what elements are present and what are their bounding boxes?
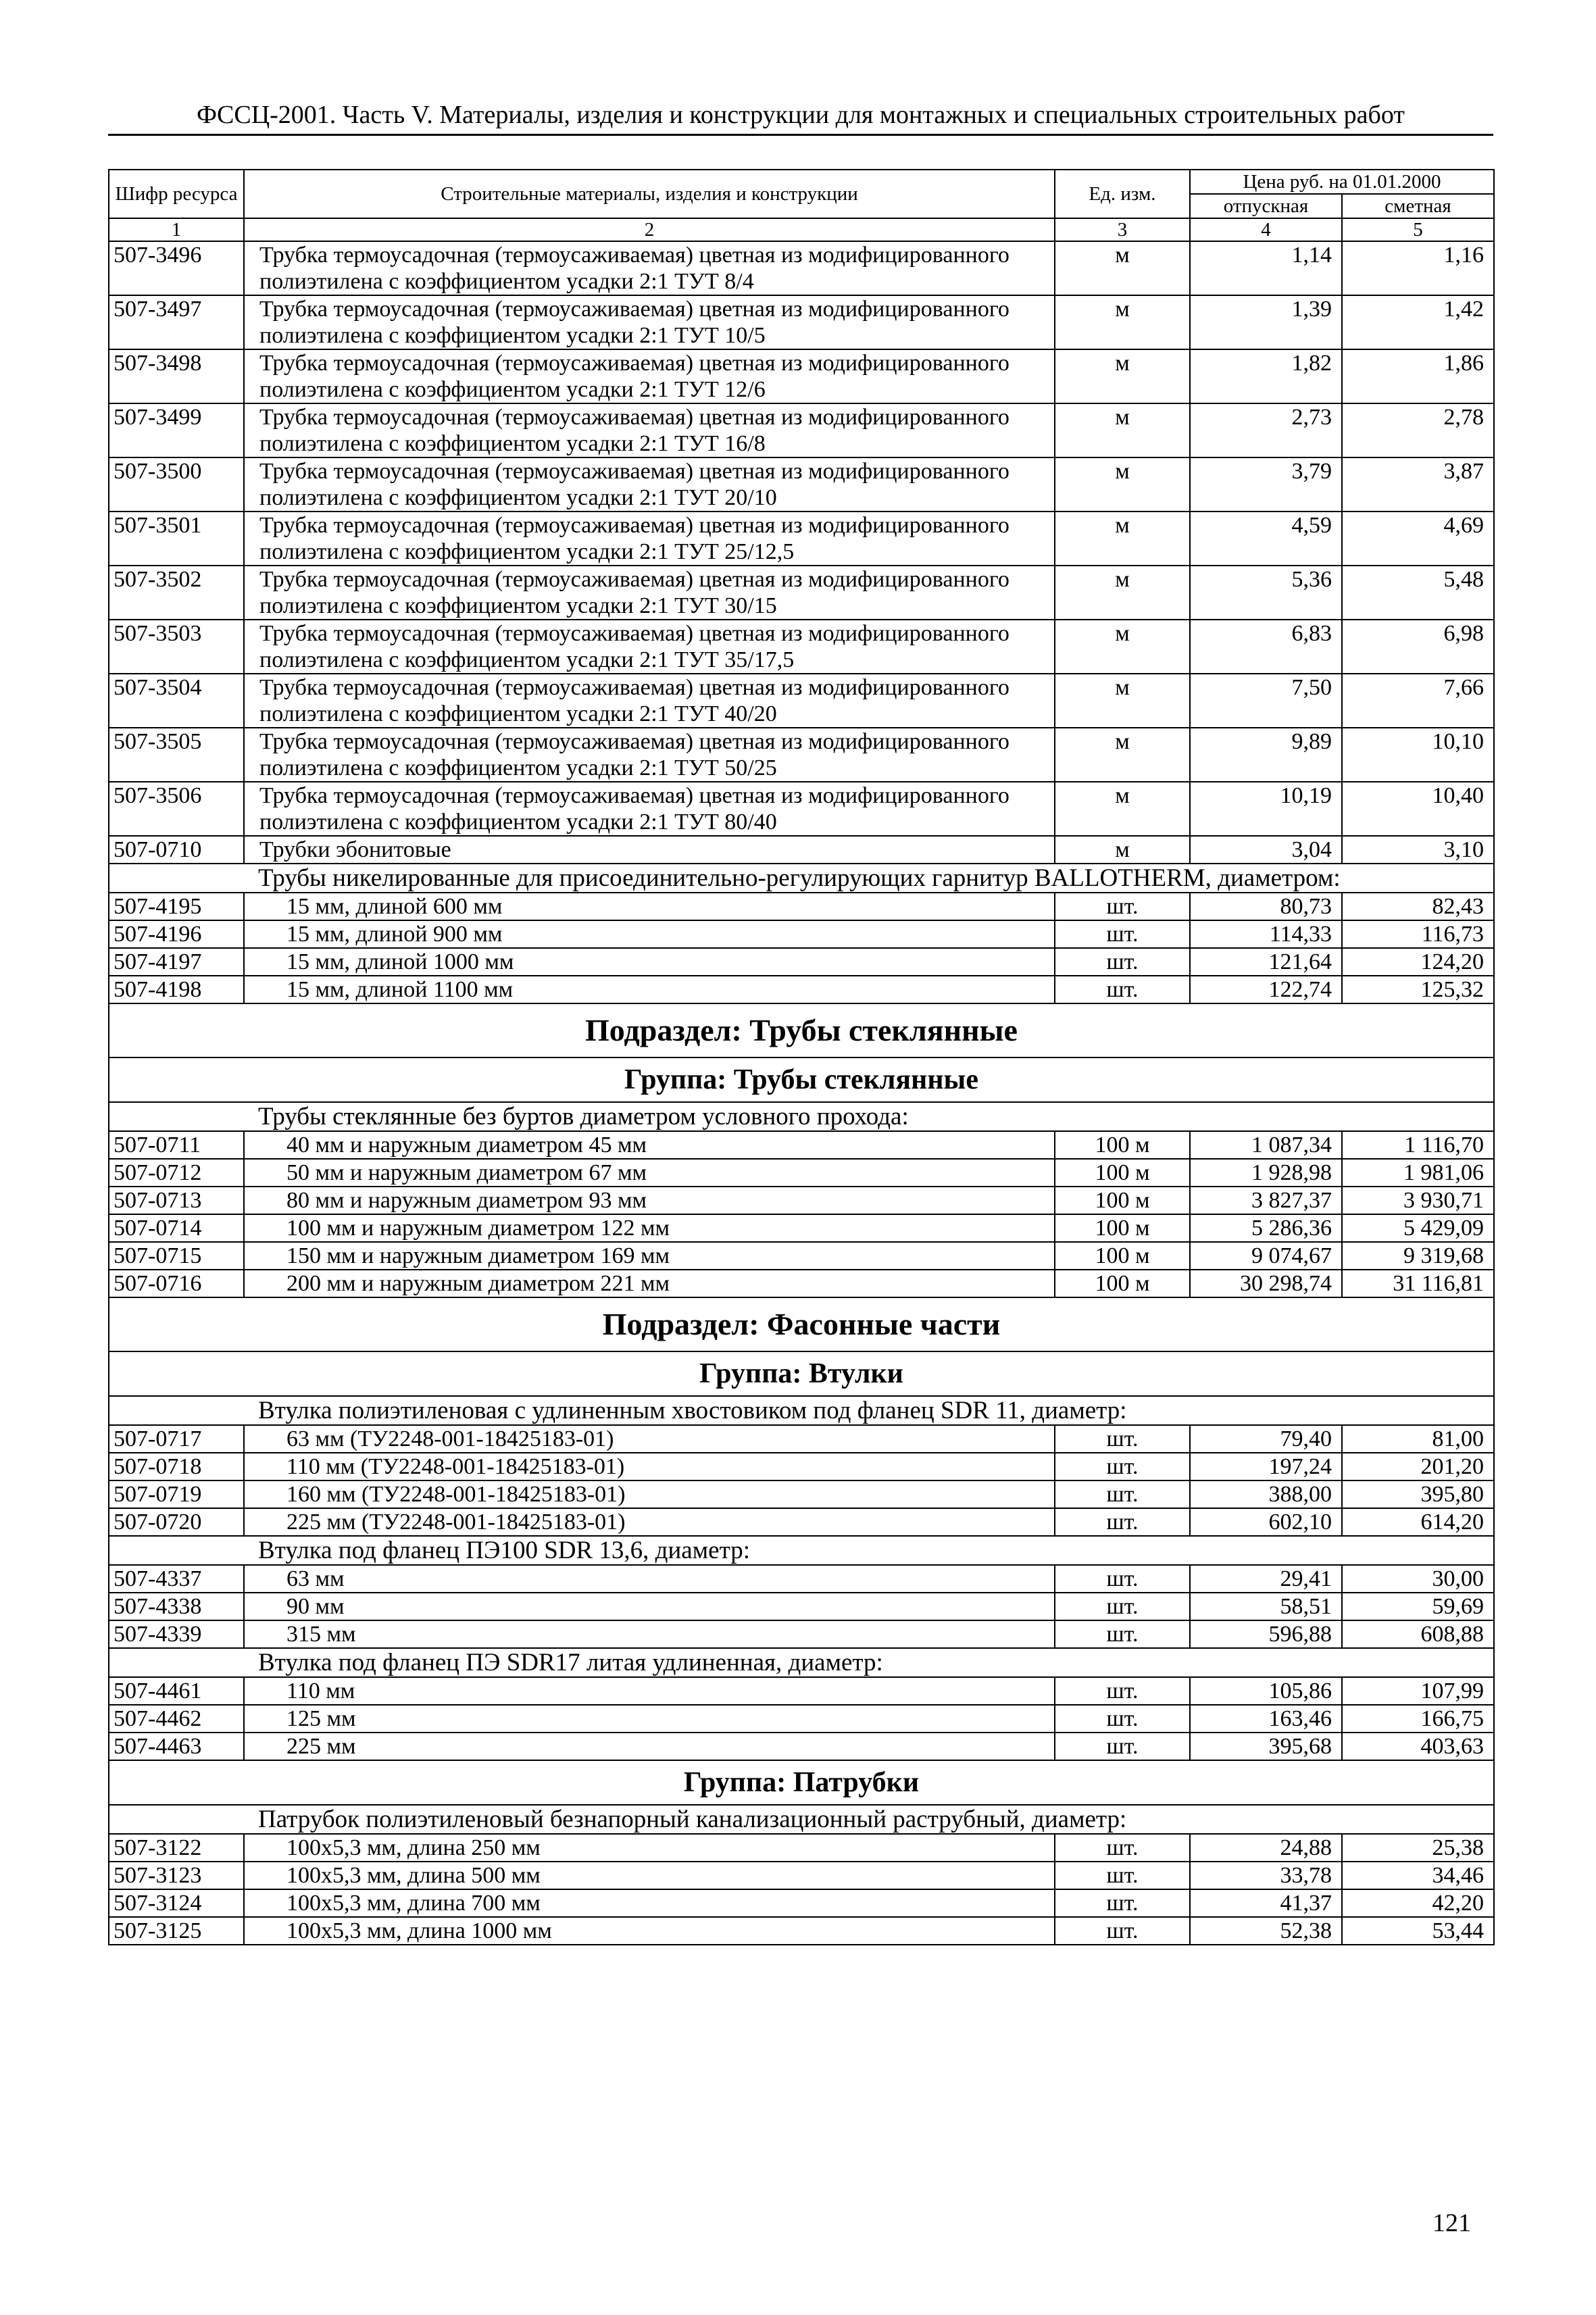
unit-cell: 100 м [1055, 1159, 1190, 1187]
material-name: 90 мм [244, 1593, 1055, 1620]
price-estimate: 1,42 [1342, 295, 1494, 349]
unit-cell: шт. [1055, 1508, 1190, 1536]
price-release: 197,24 [1190, 1453, 1342, 1480]
price-release: 395,68 [1190, 1733, 1342, 1760]
material-name: 200 мм и наружным диаметром 221 мм [244, 1270, 1055, 1297]
table-row [109, 349, 1494, 403]
price-estimate: 82,43 [1342, 893, 1494, 920]
material-name: 15 мм, длиной 1100 мм [244, 976, 1055, 1003]
unit-cell: шт. [1055, 1480, 1190, 1508]
price-release: 1 928,98 [1190, 1159, 1342, 1187]
resource-code: 507-0720 [109, 1508, 244, 1536]
material-name: 100х5,3 мм, длина 1000 мм [244, 1917, 1055, 1945]
resource-code: 507-3506 [109, 782, 244, 836]
material-name: 225 мм [244, 1733, 1055, 1760]
page-header: ФССЦ-2001. Часть V. Материалы, изделия и конструкции для монтажных и специальных строительных работ [196, 101, 1405, 129]
unit-cell: шт. [1055, 1565, 1190, 1593]
material-name: 63 мм (ТУ2248-001-18425183-01) [244, 1425, 1055, 1453]
table-row [109, 1593, 1494, 1620]
table-row [109, 782, 1494, 836]
material-name: 315 мм [244, 1620, 1055, 1648]
table-row [109, 1889, 1494, 1917]
material-name: 150 мм и наружным диаметром 169 мм [244, 1242, 1055, 1270]
price-release: 114,33 [1190, 920, 1342, 948]
price-estimate: 124,20 [1342, 948, 1494, 976]
price-estimate: 30,00 [1342, 1565, 1494, 1593]
price-estimate: 5 429,09 [1342, 1214, 1494, 1242]
material-name: Трубка термоусадочная (термоусаживаемая) цветная из модифицированного полиэтилена с коэффициентом усадки 2:1 ТУТ 8/4 [244, 241, 1055, 295]
resource-code: 507-3496 [109, 241, 244, 295]
resource-code: 507-3503 [109, 620, 244, 674]
subsection-heading-row [109, 1297, 1494, 1351]
price-release: 9 074,67 [1190, 1242, 1342, 1270]
price-release: 58,51 [1190, 1593, 1342, 1620]
table-row [109, 1425, 1494, 1453]
material-name: 100х5,3 мм, длина 700 мм [244, 1889, 1055, 1917]
col-header-price-group: Цена руб. на 01.01.2000 [1190, 170, 1494, 194]
table-body [109, 241, 1494, 1945]
material-name: Трубка термоусадочная (термоусаживаемая) цветная из модифицированного полиэтилена с коэффициентом усадки 2:1 ТУТ 80/40 [244, 782, 1055, 836]
material-name: 110 мм (ТУ2248-001-18425183-01) [244, 1453, 1055, 1480]
table-row [109, 1214, 1494, 1242]
material-name: Трубка термоусадочная (термоусаживаемая) цветная из модифицированного полиэтилена с коэффициентом усадки 2:1 ТУТ 16/8 [244, 403, 1055, 457]
unit-cell: 100 м [1055, 1242, 1190, 1270]
col-number: 3 [1055, 218, 1190, 241]
unit-cell: шт. [1055, 948, 1190, 976]
price-estimate: 1 116,70 [1342, 1131, 1494, 1159]
material-name: Трубка термоусадочная (термоусаживаемая) цветная из модифицированного полиэтилена с коэффициентом усадки 2:1 ТУТ 50/25 [244, 728, 1055, 782]
unit-cell: шт. [1055, 1677, 1190, 1705]
table-row [109, 1453, 1494, 1480]
unit-cell: м [1055, 836, 1190, 864]
unit-cell: м [1055, 728, 1190, 782]
price-release: 3 827,37 [1190, 1187, 1342, 1214]
material-name: 100 мм и наружным диаметром 122 мм [244, 1214, 1055, 1242]
unit-cell: м [1055, 512, 1190, 566]
table-row [109, 1242, 1494, 1270]
price-release: 122,74 [1190, 976, 1342, 1003]
price-estimate: 3 930,71 [1342, 1187, 1494, 1214]
unit-cell: шт. [1055, 1862, 1190, 1889]
price-release: 80,73 [1190, 893, 1342, 920]
col-number: 4 [1190, 218, 1342, 241]
table-row [109, 1159, 1494, 1187]
price-estimate: 2,78 [1342, 403, 1494, 457]
table-row [109, 1565, 1494, 1593]
price-estimate: 1,16 [1342, 241, 1494, 295]
price-release: 7,50 [1190, 674, 1342, 728]
group-intro-text-row [109, 1102, 1494, 1131]
material-name: 50 мм и наружным диаметром 67 мм [244, 1159, 1055, 1187]
group-intro-text: Патрубок полиэтиленовый безнапорный канализационный раструбный, диаметр: [109, 1805, 1494, 1834]
unit-cell: м [1055, 620, 1190, 674]
unit-cell: м [1055, 566, 1190, 620]
resource-code: 507-4337 [109, 1565, 244, 1593]
price-release: 3,79 [1190, 457, 1342, 512]
unit-cell: м [1055, 241, 1190, 295]
col-number: 2 [244, 218, 1055, 241]
price-estimate: 10,40 [1342, 782, 1494, 836]
material-name: Трубка термоусадочная (термоусаживаемая) цветная из модифицированного полиэтилена с коэффициентом усадки 2:1 ТУТ 40/20 [244, 674, 1055, 728]
unit-cell: м [1055, 403, 1190, 457]
price-release: 602,10 [1190, 1508, 1342, 1536]
price-release: 3,04 [1190, 836, 1342, 864]
group-heading-row [109, 1351, 1494, 1396]
table-row [109, 1480, 1494, 1508]
resource-code: 507-0715 [109, 1242, 244, 1270]
table-row [109, 893, 1494, 920]
col-header-unit: Ед. изм. [1055, 170, 1190, 218]
price-estimate: 4,69 [1342, 512, 1494, 566]
price-estimate: 9 319,68 [1342, 1242, 1494, 1270]
price-release: 33,78 [1190, 1862, 1342, 1889]
resource-code: 507-0714 [109, 1214, 244, 1242]
group-intro-text-row [109, 1396, 1494, 1425]
group-intro-text-row [109, 1648, 1494, 1677]
table-row [109, 457, 1494, 512]
group-intro-text-row [109, 864, 1494, 893]
price-estimate: 608,88 [1342, 1620, 1494, 1648]
resource-code: 507-0718 [109, 1453, 244, 1480]
resource-code: 507-0710 [109, 836, 244, 864]
price-release: 105,86 [1190, 1677, 1342, 1705]
price-release: 163,46 [1190, 1705, 1342, 1733]
table-row [109, 1620, 1494, 1648]
resource-code: 507-3122 [109, 1834, 244, 1862]
resource-code: 507-0713 [109, 1187, 244, 1214]
price-estimate: 395,80 [1342, 1480, 1494, 1508]
resource-code: 507-3498 [109, 349, 244, 403]
unit-cell: м [1055, 349, 1190, 403]
col-header-name: Строительные материалы, изделия и конструкции [244, 170, 1055, 218]
table-row [109, 1677, 1494, 1705]
unit-cell: шт. [1055, 1453, 1190, 1480]
unit-cell: м [1055, 457, 1190, 512]
group-heading-row [109, 1760, 1494, 1805]
resource-code: 507-0712 [109, 1159, 244, 1187]
material-name: Трубки эбонитовые [244, 836, 1055, 864]
price-estimate: 116,73 [1342, 920, 1494, 948]
resource-code: 507-3501 [109, 512, 244, 566]
material-name: 40 мм и наружным диаметром 45 мм [244, 1131, 1055, 1159]
subsection-heading: Подраздел: Трубы стеклянные [109, 1003, 1494, 1057]
col-number: 1 [109, 218, 244, 241]
resource-code: 507-3502 [109, 566, 244, 620]
price-release: 5,36 [1190, 566, 1342, 620]
price-estimate: 614,20 [1342, 1508, 1494, 1536]
table-row [109, 1862, 1494, 1889]
unit-cell: шт. [1055, 1917, 1190, 1945]
unit-cell: 100 м [1055, 1131, 1190, 1159]
price-estimate: 31 116,81 [1342, 1270, 1494, 1297]
col-header-price-estimate: сметная [1342, 194, 1494, 218]
group-intro-text-row [109, 1805, 1494, 1834]
resource-code: 507-3499 [109, 403, 244, 457]
resource-code: 507-3125 [109, 1917, 244, 1945]
material-name: 15 мм, длиной 600 мм [244, 893, 1055, 920]
price-release: 1,39 [1190, 295, 1342, 349]
price-estimate: 53,44 [1342, 1917, 1494, 1945]
table-row [109, 403, 1494, 457]
resource-code: 507-4461 [109, 1677, 244, 1705]
table-row [109, 1733, 1494, 1760]
table-row [109, 1705, 1494, 1733]
price-estimate: 1,86 [1342, 349, 1494, 403]
resource-code: 507-3500 [109, 457, 244, 512]
table-row [109, 674, 1494, 728]
resource-code: 507-0717 [109, 1425, 244, 1453]
resource-code: 507-3123 [109, 1862, 244, 1889]
group-intro-text: Втулка полиэтиленовая с удлиненным хвостовиком под фланец SDR 11, диаметр: [109, 1396, 1494, 1425]
group-intro-text: Втулка под фланец ПЭ100 SDR 13,6, диаметр: [109, 1536, 1494, 1565]
unit-cell: 100 м [1055, 1270, 1190, 1297]
material-name: Трубка термоусадочная (термоусаживаемая) цветная из модифицированного полиэтилена с коэффициентом усадки 2:1 ТУТ 30/15 [244, 566, 1055, 620]
subsection-heading: Подраздел: Фасонные части [109, 1297, 1494, 1351]
resource-code: 507-4339 [109, 1620, 244, 1648]
price-estimate: 7,66 [1342, 674, 1494, 728]
unit-cell: шт. [1055, 920, 1190, 948]
unit-cell: шт. [1055, 893, 1190, 920]
material-name: 63 мм [244, 1565, 1055, 1593]
unit-cell: шт. [1055, 1593, 1190, 1620]
resource-code: 507-4463 [109, 1733, 244, 1760]
price-estimate: 5,48 [1342, 566, 1494, 620]
price-estimate: 403,63 [1342, 1733, 1494, 1760]
price-release: 121,64 [1190, 948, 1342, 976]
material-name: 15 мм, длиной 900 мм [244, 920, 1055, 948]
price-estimate: 6,98 [1342, 620, 1494, 674]
material-name: Трубка термоусадочная (термоусаживаемая) цветная из модифицированного полиэтилена с коэффициентом усадки 2:1 ТУТ 10/5 [244, 295, 1055, 349]
resource-code: 507-3504 [109, 674, 244, 728]
price-release: 4,59 [1190, 512, 1342, 566]
price-release: 41,37 [1190, 1889, 1342, 1917]
price-release: 30 298,74 [1190, 1270, 1342, 1297]
price-table [108, 169, 1495, 1945]
resource-code: 507-0719 [109, 1480, 244, 1508]
unit-cell: 100 м [1055, 1187, 1190, 1214]
unit-cell: м [1055, 782, 1190, 836]
group-intro-text: Втулка под фланец ПЭ SDR17 литая удлиненная, диаметр: [109, 1648, 1494, 1677]
unit-cell: шт. [1055, 1425, 1190, 1453]
subsection-heading-row [109, 1003, 1494, 1057]
unit-cell: шт. [1055, 976, 1190, 1003]
price-release: 24,88 [1190, 1834, 1342, 1862]
price-release: 388,00 [1190, 1480, 1342, 1508]
table-row [109, 241, 1494, 295]
header-rule [108, 134, 1493, 136]
material-name: 80 мм и наружным диаметром 93 мм [244, 1187, 1055, 1214]
price-release: 1 087,34 [1190, 1131, 1342, 1159]
table-row [109, 836, 1494, 864]
resource-code: 507-4195 [109, 893, 244, 920]
price-estimate: 81,00 [1342, 1425, 1494, 1453]
material-name: 225 мм (ТУ2248-001-18425183-01) [244, 1508, 1055, 1536]
price-estimate: 166,75 [1342, 1705, 1494, 1733]
material-name: Трубка термоусадочная (термоусаживаемая) цветная из модифицированного полиэтилена с коэффициентом усадки 2:1 ТУТ 35/17,5 [244, 620, 1055, 674]
resource-code: 507-0711 [109, 1131, 244, 1159]
material-name: 160 мм (ТУ2248-001-18425183-01) [244, 1480, 1055, 1508]
price-release: 1,14 [1190, 241, 1342, 295]
group-heading: Группа: Патрубки [109, 1760, 1494, 1805]
material-name: Трубка термоусадочная (термоусаживаемая) цветная из модифицированного полиэтилена с коэффициентом усадки 2:1 ТУТ 25/12,5 [244, 512, 1055, 566]
material-name: Трубка термоусадочная (термоусаживаемая) цветная из модифицированного полиэтилена с коэффициентом усадки 2:1 ТУТ 12/6 [244, 349, 1055, 403]
col-header-code: Шифр ресурса [109, 170, 244, 218]
resource-code: 507-4462 [109, 1705, 244, 1733]
price-release: 5 286,36 [1190, 1214, 1342, 1242]
group-heading: Группа: Трубы стеклянные [109, 1057, 1494, 1102]
price-estimate: 34,46 [1342, 1862, 1494, 1889]
page-number: 121 [1432, 2209, 1471, 2237]
unit-cell: м [1055, 674, 1190, 728]
col-header-price-release: отпускная [1190, 194, 1342, 218]
resource-code: 507-4198 [109, 976, 244, 1003]
resource-code: 507-3505 [109, 728, 244, 782]
resource-code: 507-3124 [109, 1889, 244, 1917]
material-name: 100х5,3 мм, длина 500 мм [244, 1862, 1055, 1889]
table-row [109, 566, 1494, 620]
price-release: 2,73 [1190, 403, 1342, 457]
table-row [109, 512, 1494, 566]
group-heading-row [109, 1057, 1494, 1102]
group-intro-text: Трубы стеклянные без буртов диаметром условного прохода: [109, 1102, 1494, 1131]
price-estimate: 25,38 [1342, 1834, 1494, 1862]
material-name: Трубка термоусадочная (термоусаживаемая) цветная из модифицированного полиэтилена с коэффициентом усадки 2:1 ТУТ 20/10 [244, 457, 1055, 512]
unit-cell: 100 м [1055, 1214, 1190, 1242]
unit-cell: шт. [1055, 1834, 1190, 1862]
price-release: 596,88 [1190, 1620, 1342, 1648]
table-row [109, 1187, 1494, 1214]
table-row [109, 1131, 1494, 1159]
table-row [109, 948, 1494, 976]
price-release: 52,38 [1190, 1917, 1342, 1945]
group-heading: Группа: Втулки [109, 1351, 1494, 1396]
price-estimate: 10,10 [1342, 728, 1494, 782]
table-row [109, 1917, 1494, 1945]
price-estimate: 42,20 [1342, 1889, 1494, 1917]
resource-code: 507-4196 [109, 920, 244, 948]
price-estimate: 201,20 [1342, 1453, 1494, 1480]
price-release: 6,83 [1190, 620, 1342, 674]
unit-cell: шт. [1055, 1733, 1190, 1760]
table-row [109, 620, 1494, 674]
material-name: 100х5,3 мм, длина 250 мм [244, 1834, 1055, 1862]
price-estimate: 59,69 [1342, 1593, 1494, 1620]
price-estimate: 3,87 [1342, 457, 1494, 512]
price-release: 10,19 [1190, 782, 1342, 836]
table-row [109, 1270, 1494, 1297]
price-release: 9,89 [1190, 728, 1342, 782]
table-row [109, 1834, 1494, 1862]
resource-code: 507-4338 [109, 1593, 244, 1620]
price-estimate: 107,99 [1342, 1677, 1494, 1705]
unit-cell: м [1055, 295, 1190, 349]
price-estimate: 125,32 [1342, 976, 1494, 1003]
unit-cell: шт. [1055, 1705, 1190, 1733]
table-row [109, 976, 1494, 1003]
table-row [109, 1508, 1494, 1536]
material-name: 125 мм [244, 1705, 1055, 1733]
resource-code: 507-0716 [109, 1270, 244, 1297]
table-row [109, 295, 1494, 349]
table-row [109, 920, 1494, 948]
price-estimate: 3,10 [1342, 836, 1494, 864]
table-row [109, 728, 1494, 782]
unit-cell: шт. [1055, 1620, 1190, 1648]
price-release: 79,40 [1190, 1425, 1342, 1453]
price-release: 29,41 [1190, 1565, 1342, 1593]
group-intro-text: Трубы никелированные для присоединительно-регулирующих гарнитур BALLOTHERM, диаметром: [109, 864, 1494, 893]
resource-code: 507-4197 [109, 948, 244, 976]
unit-cell: шт. [1055, 1889, 1190, 1917]
material-name: 110 мм [244, 1677, 1055, 1705]
group-intro-text-row [109, 1536, 1494, 1565]
price-estimate: 1 981,06 [1342, 1159, 1494, 1187]
col-number: 5 [1342, 218, 1494, 241]
material-name: 15 мм, длиной 1000 мм [244, 948, 1055, 976]
resource-code: 507-3497 [109, 295, 244, 349]
price-release: 1,82 [1190, 349, 1342, 403]
